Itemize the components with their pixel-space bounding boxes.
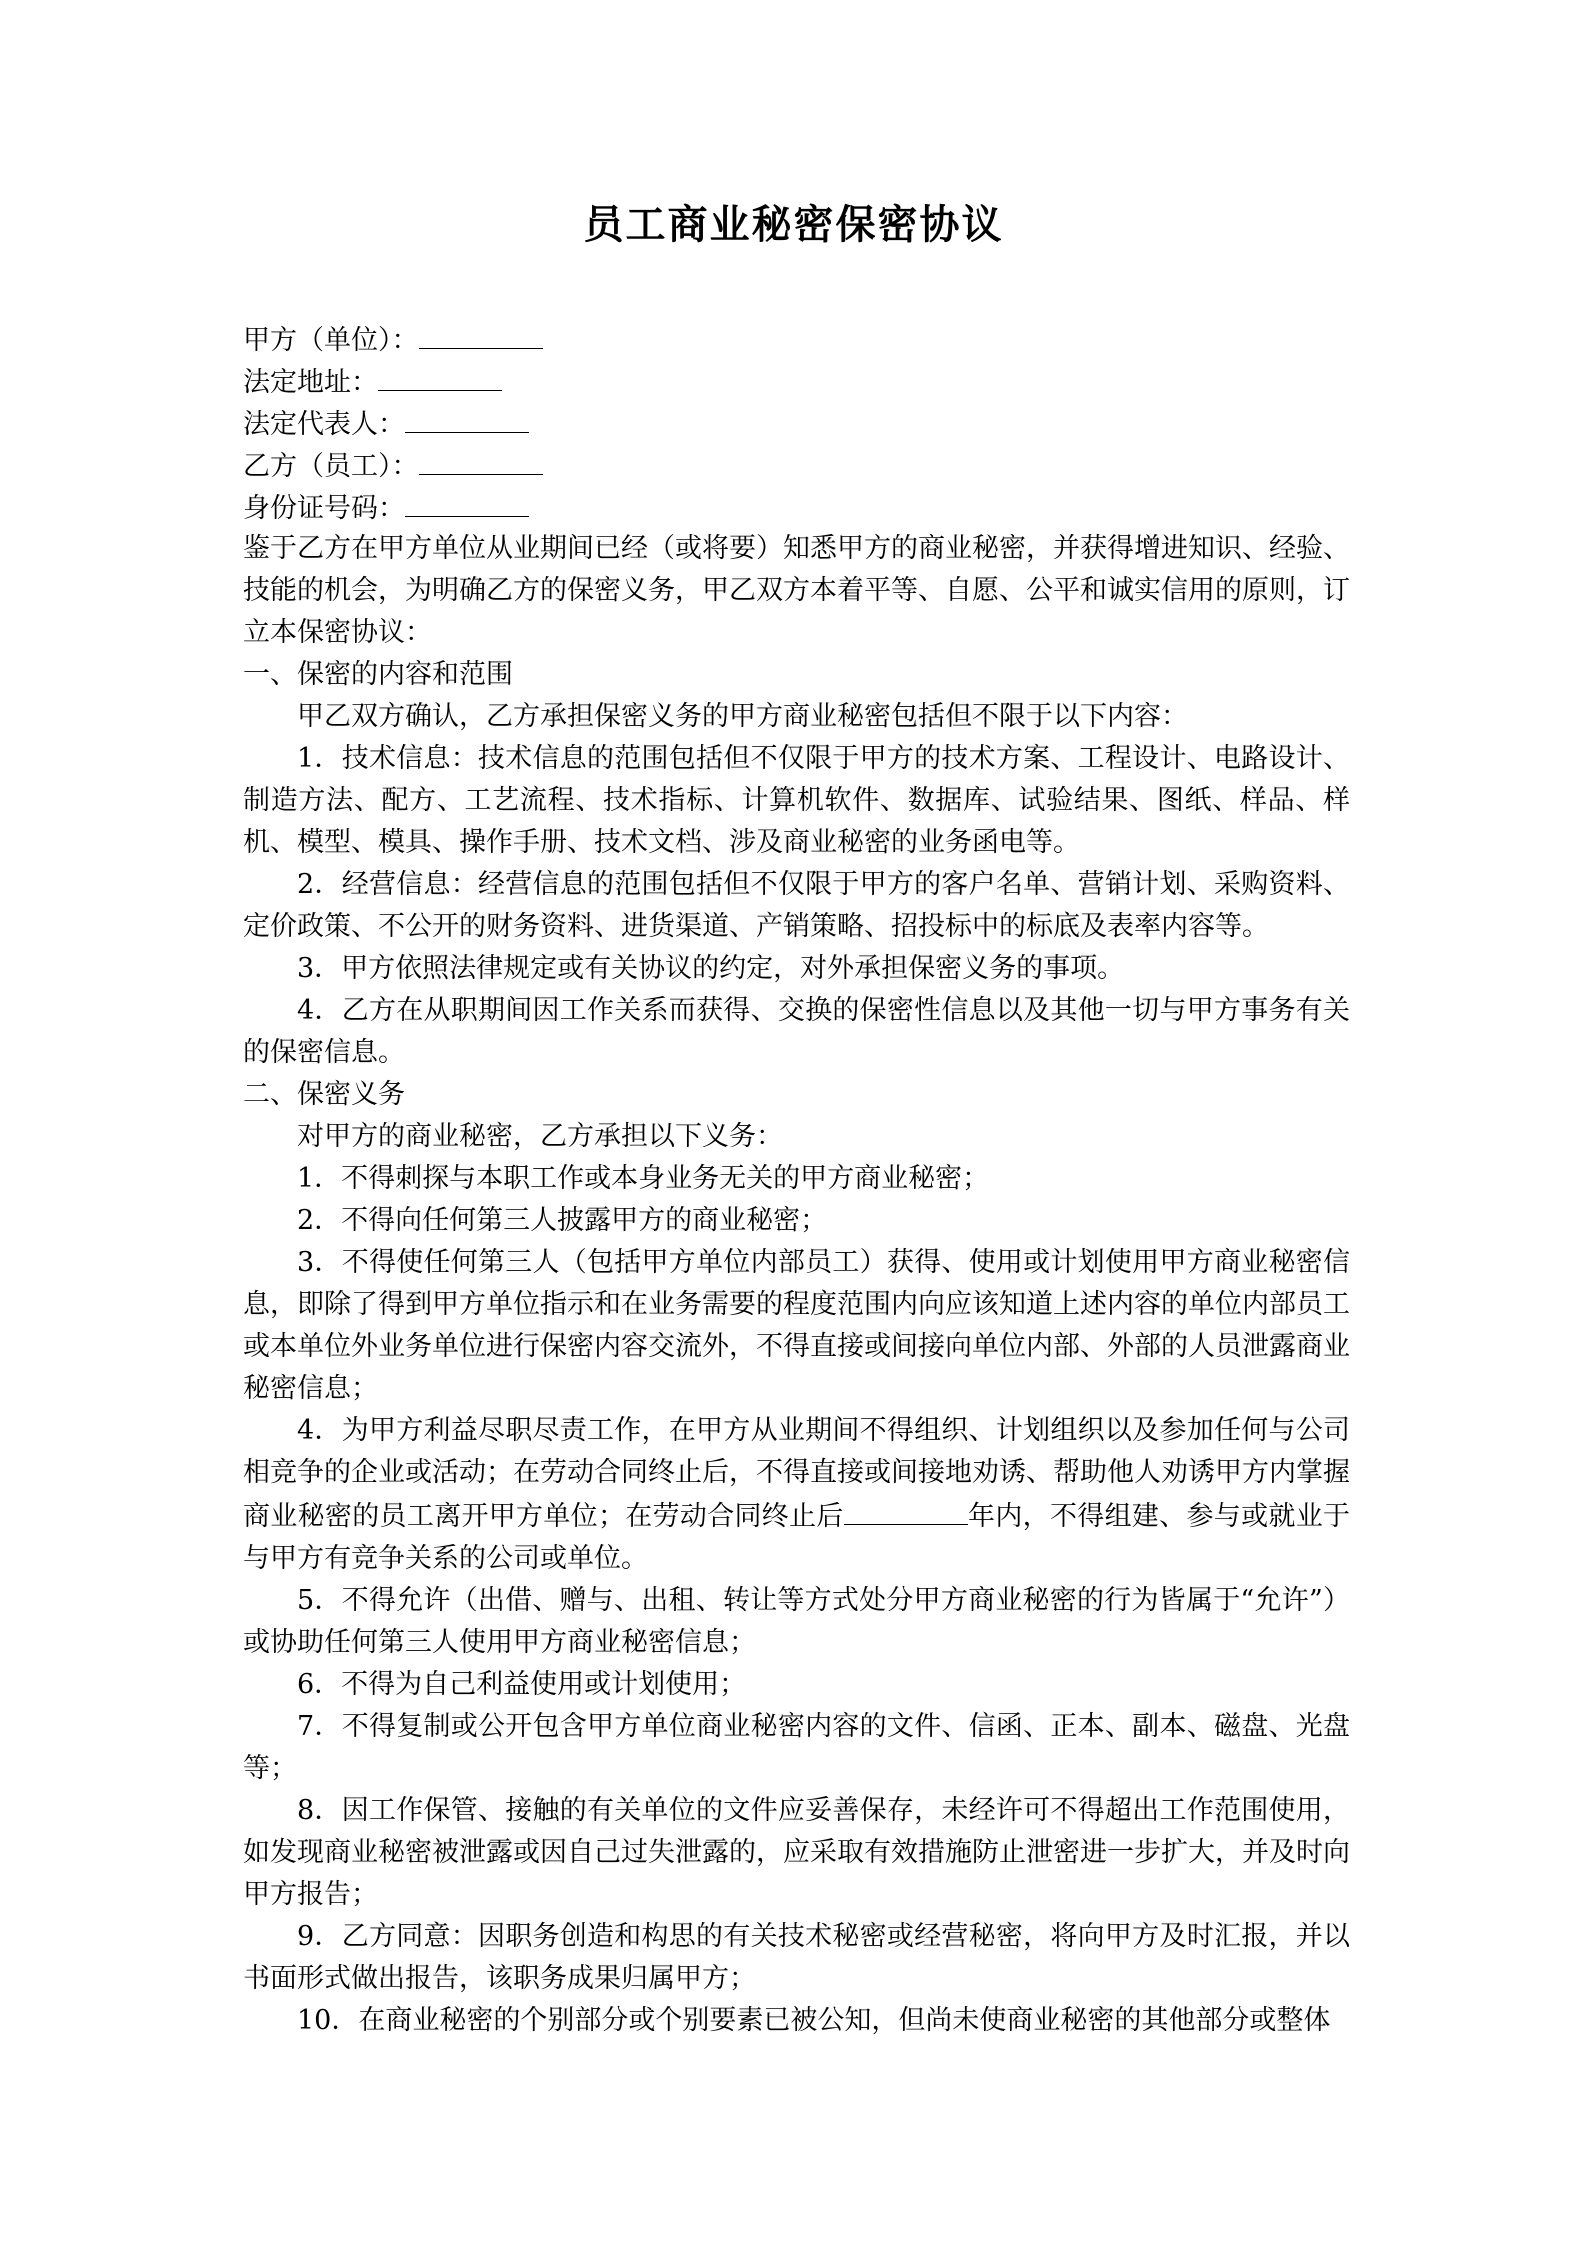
fill-in-blank[interactable]	[419, 444, 543, 475]
fill-in-blank[interactable]	[844, 1494, 968, 1525]
field-legal-address	[243, 360, 1350, 402]
clause-item: 5．不得允许（出借、赠与、出租、转让等方式处分甲方商业秘密的行为皆属于“允许”）或协助任何第三人使用甲方商业秘密信息；	[243, 1585, 1350, 1658]
clause-item: 1．不得刺探与本职工作或本身业务无关的甲方商业秘密；	[297, 1163, 990, 1194]
field-id-number	[243, 486, 1350, 528]
field-label: 甲方（单位）：	[243, 325, 419, 356]
field-legal-representative	[243, 402, 1350, 444]
section-heading: 一、保密的内容和范围	[243, 659, 513, 690]
clause-item-4	[243, 1410, 1350, 1580]
field-party-b	[243, 444, 1350, 486]
fill-in-blank[interactable]	[419, 318, 543, 349]
clause-text: 年内，不得组建、参与或就业于与甲方有竞争关系的公司或单位。	[243, 1501, 1351, 1574]
field-label: 法定代表人：	[243, 409, 405, 440]
field-party-a	[243, 318, 1350, 360]
preamble-paragraph: 鉴于乙方在甲方单位从业期间已经（或将要）知悉甲方的商业秘密，并获得增进知识、经验、技能的机会，为明确乙方的保密义务，甲乙双方本着平等、自愿、公平和诚实信用的原则，订立本保密协议：	[243, 533, 1350, 648]
clause-item: 2．经营信息：经营信息的范围包括但不仅限于甲方的客户名单、营销计划、采购资料、定价政策、不公开的财务资料、进货渠道、产销策略、招投标中的标底及表率内容等。	[243, 869, 1350, 942]
field-label: 身份证号码：	[243, 493, 405, 524]
clause-item: 1．技术信息：技术信息的范围包括但不仅限于甲方的技术方案、工程设计、电路设计、制造方法、配方、工艺流程、技术指标、计算机软件、数据库、试验结果、图纸、样品、样机、模型、模具、操作手册、技术文档、涉及商业秘密的业务函电等。	[243, 743, 1350, 858]
field-label: 乙方（员工）：	[243, 451, 419, 482]
section-heading: 二、保密义务	[243, 1079, 405, 1110]
section-intro: 对甲方的商业秘密，乙方承担以下义务：	[297, 1121, 783, 1152]
fill-in-blank[interactable]	[378, 360, 502, 391]
clause-item: 7．不得复制或公开包含甲方单位商业秘密内容的文件、信函、正本、副本、磁盘、光盘等；	[243, 1711, 1350, 1784]
clause-item: 8．因工作保管、接触的有关单位的文件应妥善保存，未经许可不得超出工作范围使用，如发现商业秘密被泄露或因自己过失泄露的，应采取有效措施防止泄密进一步扩大，并及时向甲方报告；	[243, 1795, 1350, 1910]
fill-in-blank[interactable]	[405, 402, 529, 433]
clause-item: 3．甲方依照法律规定或有关协议的约定，对外承担保密义务的事项。	[297, 953, 1125, 984]
clause-item: 9．乙方同意：因职务创造和构思的有关技术秘密或经营秘密，将向甲方及时汇报，并以书面形式做出报告，该职务成果归属甲方；	[243, 1921, 1350, 1994]
document-body	[243, 318, 1350, 2042]
fill-in-blank[interactable]	[405, 486, 529, 517]
clause-item: 10．在商业秘密的个别部分或个别要素已被公知，但尚未使商业秘密的其他部分或整体	[297, 2005, 1331, 2036]
section-intro: 甲乙双方确认，乙方承担保密义务的甲方商业秘密包括但不限于以下内容：	[297, 701, 1188, 732]
document-title: 员工商业秘密保密协议	[583, 201, 1004, 248]
clause-item: 4．乙方在从职期间因工作关系而获得、交换的保密性信息以及其他一切与甲方事务有关的保密信息。	[243, 995, 1350, 1068]
clause-item: 6．不得为自己利益使用或计划使用；	[297, 1669, 747, 1700]
field-label: 法定地址：	[243, 367, 378, 398]
clause-text: 4．为甲方利益尽职尽责工作，在甲方从业期间不得组织、计划组织以及参加任何与公司相竞争的企业或活动；在劳动合同终止后，不得直接或间接地劝诱、帮助他人劝诱甲方内掌握商业秘密的员工离开甲方单位；在劳动合同终止后	[243, 1415, 1350, 1532]
clause-item: 2．不得向任何第三人披露甲方的商业秘密；	[297, 1205, 828, 1236]
clause-item: 3．不得使任何第三人（包括甲方单位内部员工）获得、使用或计划使用甲方商业秘密信息，即除了得到甲方单位指示和在业务需要的程度范围内向应该知道上述内容的单位内部员工或本单位外业务单位进行保密内容交流外，不得直接或间接向单位内部、外部的人员泄露商业秘密信息；	[243, 1247, 1350, 1404]
